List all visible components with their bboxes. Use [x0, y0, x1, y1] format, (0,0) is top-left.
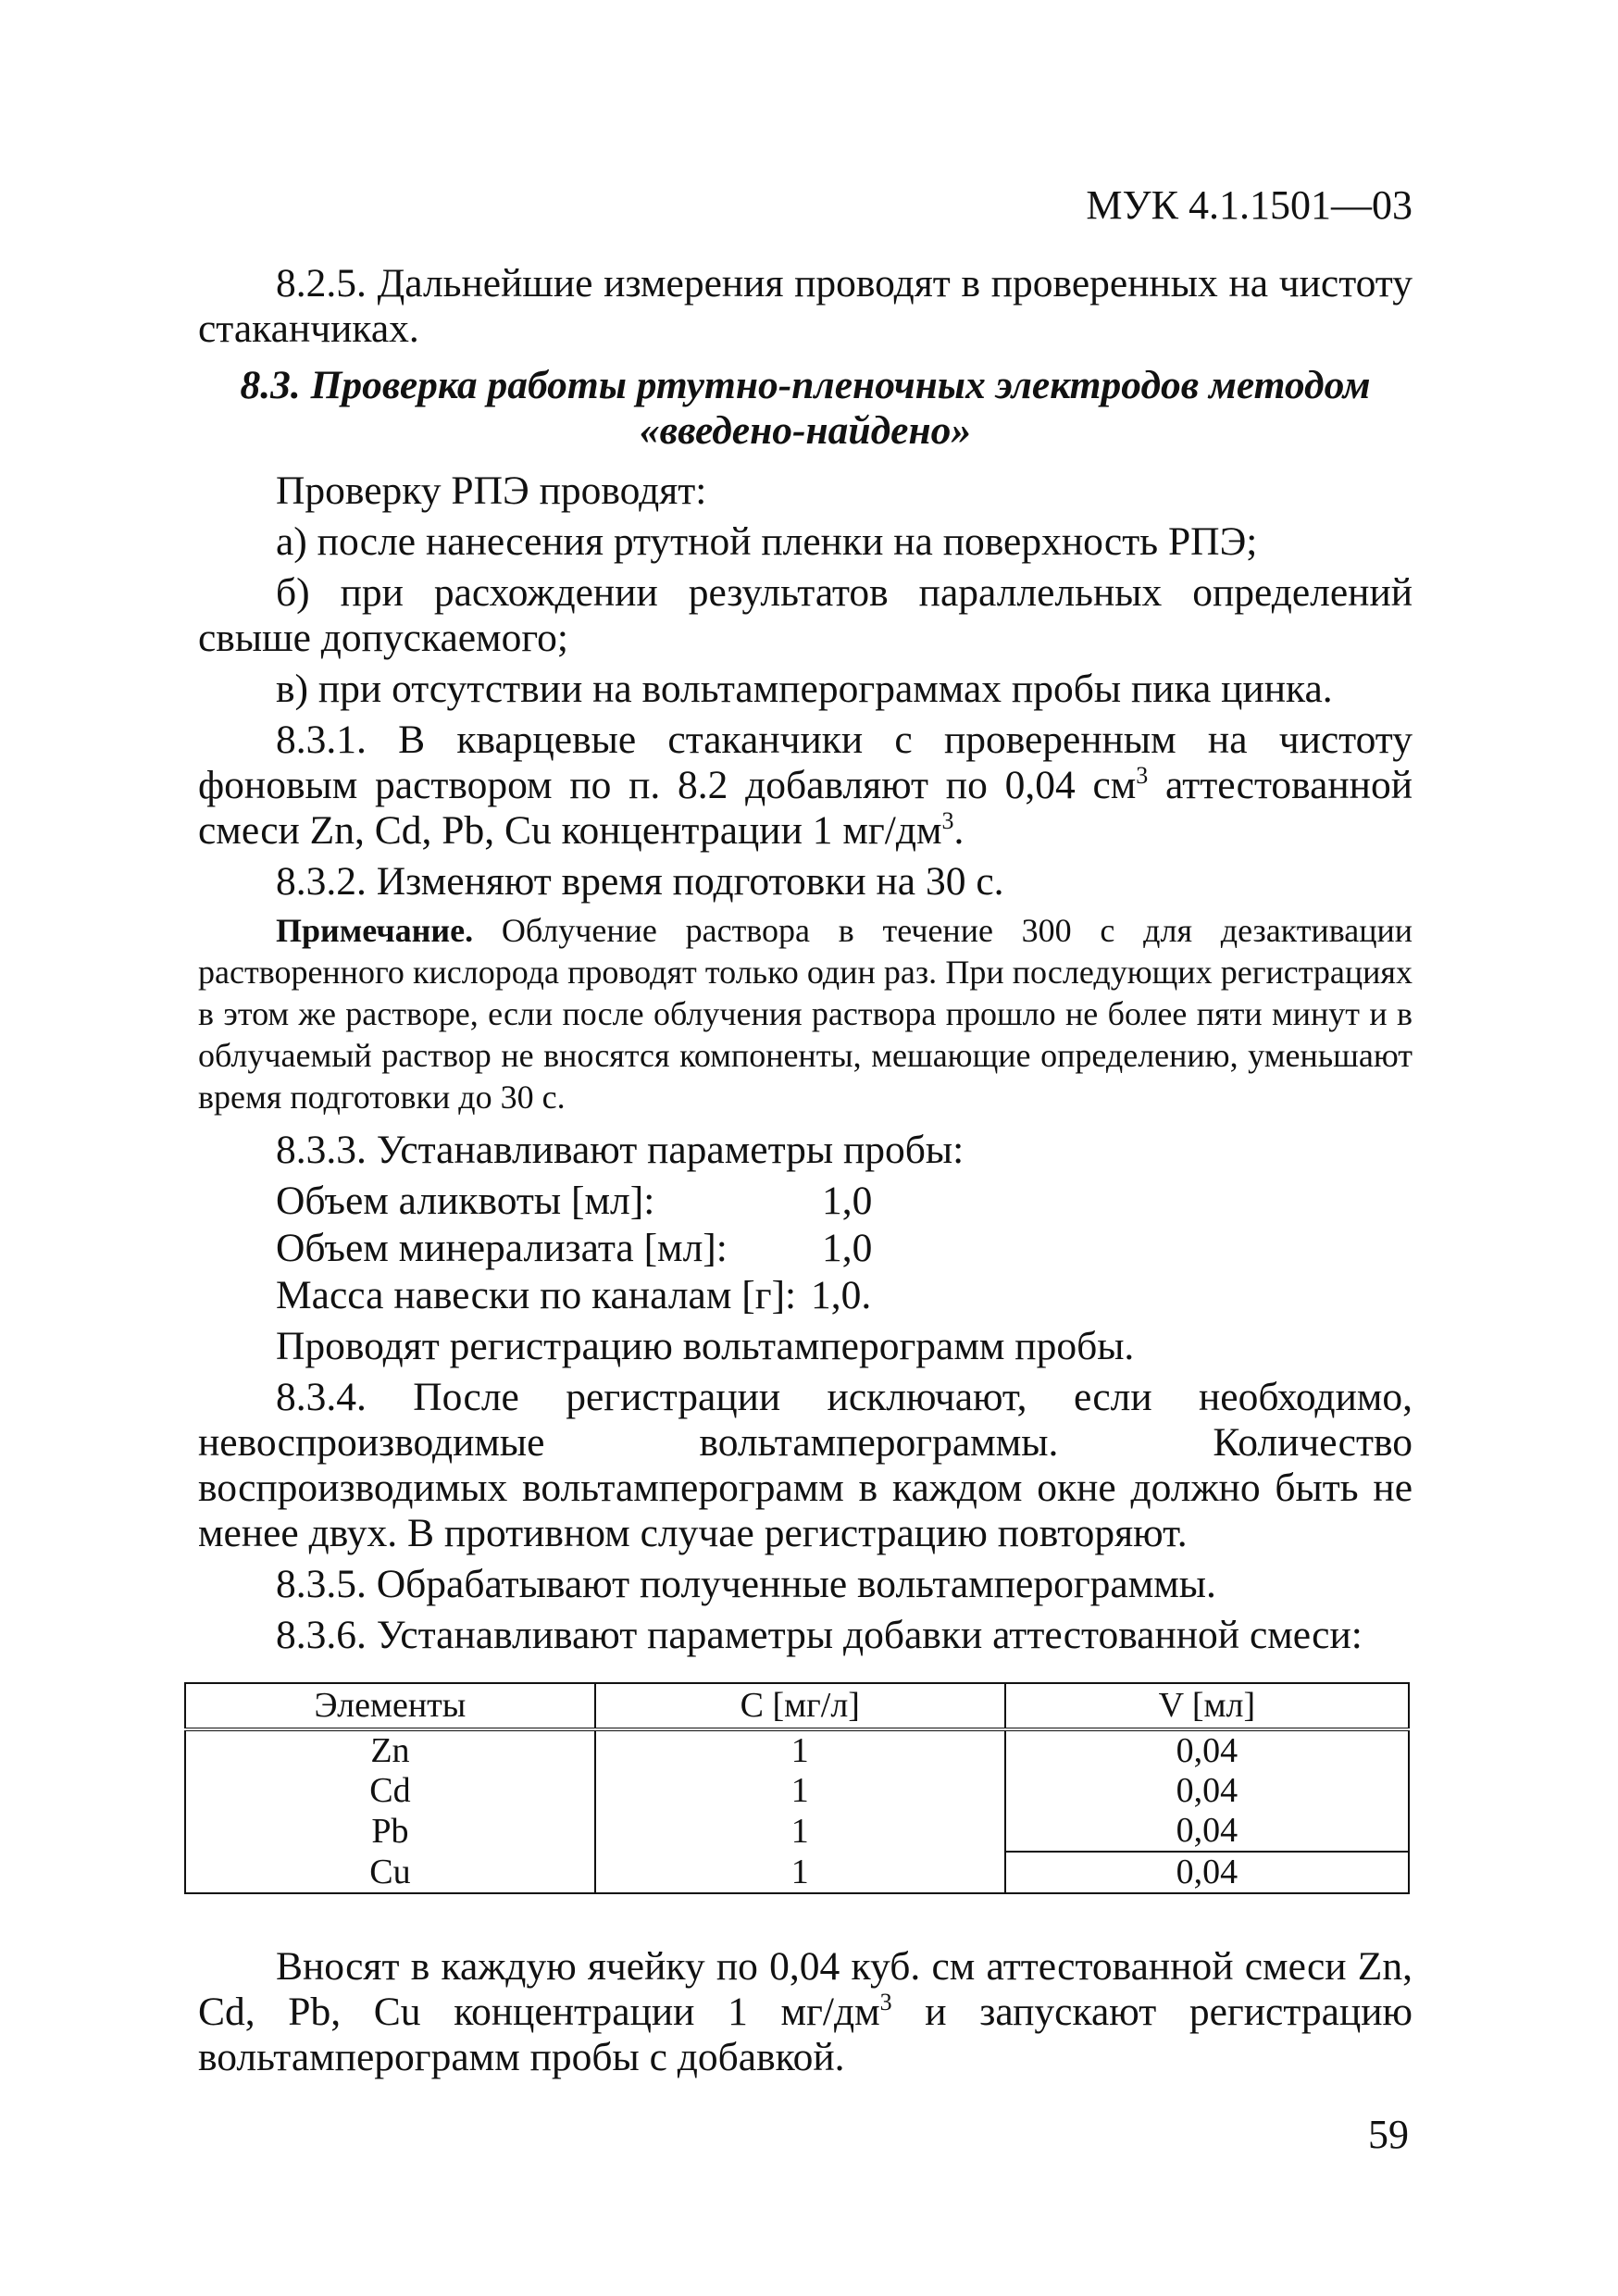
sample-parameters — [276, 1179, 1413, 1318]
document-body — [198, 261, 1413, 2086]
paragraph-8-3-6: 8.3.6. Устанавливают параметры добавки аттестованной смеси: — [276, 1613, 1363, 1657]
p831-text-c: . — [953, 808, 965, 853]
note-paragraph — [198, 910, 1413, 1118]
table-cell-element: Pb — [185, 1811, 595, 1852]
table-header-elements: Элементы — [185, 1683, 595, 1729]
section-heading-line-1: 8.3. Проверка работы ртутно-пленочных электродов методом — [240, 363, 1371, 407]
table-row — [185, 1771, 1409, 1811]
p831-sup-2: 3 — [941, 807, 954, 834]
table-header-concentration: C [мг/л] — [595, 1683, 1005, 1729]
p831-sup-1: 3 — [1136, 762, 1149, 789]
list-item-a: а) после нанесения ртутной пленки на поверхность РПЭ; — [276, 519, 1258, 564]
param-value-mineralizate: 1,0 — [822, 1226, 873, 1270]
paragraph-8-3-5: 8.3.5. Обрабатывают полученные вольтамперограммы. — [276, 1562, 1216, 1606]
table-cell-volume: 0,04 — [1005, 1771, 1409, 1811]
paragraph-8-3-2: 8.3.2. Изменяют время подготовки на 30 с. — [276, 859, 1004, 904]
table-cell-concentration: 1 — [595, 1811, 1005, 1852]
param-label-mass: Масса навески по каналам [г]: — [276, 1273, 797, 1317]
table-row — [185, 1729, 1409, 1771]
final-text-a: Вносят в каждую ячейку по 0,04 куб. см аттестованной смеси Zn, Cd, Pb, Cu концентрации 1 мг/дм — [198, 1944, 1413, 2034]
paragraph-8-2-5: 8.2.5. Дальнейшие измерения проводят в проверенных на чистоту стаканчиках. — [198, 261, 1413, 351]
table-cell-concentration: 1 — [595, 1852, 1005, 1893]
param-label-mineralizate: Объем минерализата [мл]: — [276, 1226, 728, 1270]
additive-parameters-table — [184, 1682, 1410, 1894]
table-row — [185, 1811, 1409, 1852]
section-heading-8-3 — [198, 363, 1413, 454]
note-label: Примечание. — [276, 912, 474, 949]
list-item-c: в) при отсутствии на вольтамперограммах пробы пика цинка. — [276, 667, 1333, 711]
section-heading-line-2: «введено-найдено» — [639, 408, 972, 453]
table-cell-concentration: 1 — [595, 1729, 1005, 1771]
table-cell-volume: 0,04 — [1005, 1811, 1409, 1852]
note-text: Облучение раствора в течение 300 с для дезактивации растворенного кислорода проводят только один раз. При последующих регистрациях в этом же растворе, если после облучения раствора прошло не более пяти минут и в облучаемый раствор не вносятся компоненты, мешающие определению, уменьшают время подготовки до 30 с. — [198, 912, 1413, 1116]
final-paragraph — [198, 1944, 1413, 2080]
table-header-volume: V [мл] — [1005, 1683, 1409, 1729]
table-cell-volume: 0,04 — [1005, 1852, 1409, 1893]
intro-paragraph: Проверку РПЭ проводят: — [276, 468, 707, 513]
param-row — [276, 1179, 1413, 1224]
table-cell-element: Cd — [185, 1771, 595, 1811]
final-text-b: и запускают регистрацию вольтамперограмм пробы с добавкой. — [198, 1990, 1413, 2079]
p831-text-a: 8.3.1. В кварцевые стаканчики с проверенным на чистоту фоновым раствором по п. 8.2 добавляют по 0,04 см — [198, 718, 1413, 807]
table-cell-element: Cu — [185, 1852, 595, 1893]
param-value-mass: 1,0. — [811, 1273, 872, 1317]
table-cell-concentration: 1 — [595, 1771, 1005, 1811]
param-label-aliquot: Объем аликвоты [мл]: — [276, 1179, 655, 1223]
register-paragraph: Проводят регистрацию вольтамперограмм пробы. — [276, 1324, 1135, 1368]
paragraph-8-3-3: 8.3.3. Устанавливают параметры пробы: — [276, 1128, 965, 1172]
document-code: МУК 4.1.1501—03 — [1086, 182, 1413, 228]
list-item-b: б) при расхождении результатов параллельных определений свыше допускаемого; — [198, 570, 1413, 660]
table-row — [185, 1852, 1409, 1893]
table-header-row — [185, 1683, 1409, 1729]
table-cell-element: Zn — [185, 1729, 595, 1771]
param-row — [276, 1226, 1413, 1271]
paragraph-8-3-4: 8.3.4. После регистрации исключают, если необходимо, невоспроизводимые вольтамперограммы. Количество воспроизводимых вольтамперограмм в каждом окне должно быть не менее двух. В противном случае регистрацию повторяют. — [198, 1375, 1413, 1555]
param-value-aliquot: 1,0 — [822, 1179, 873, 1223]
param-row — [276, 1273, 1413, 1318]
table-cell-volume: 0,04 — [1005, 1729, 1409, 1771]
final-sup: 3 — [879, 1989, 892, 2015]
p831-text-b: аттестованной смеси Zn, Cd, Pb, Cu концентрации 1 мг/дм — [198, 763, 1413, 853]
page-number: 59 — [1368, 2112, 1409, 2157]
paragraph-8-3-1 — [198, 718, 1413, 854]
